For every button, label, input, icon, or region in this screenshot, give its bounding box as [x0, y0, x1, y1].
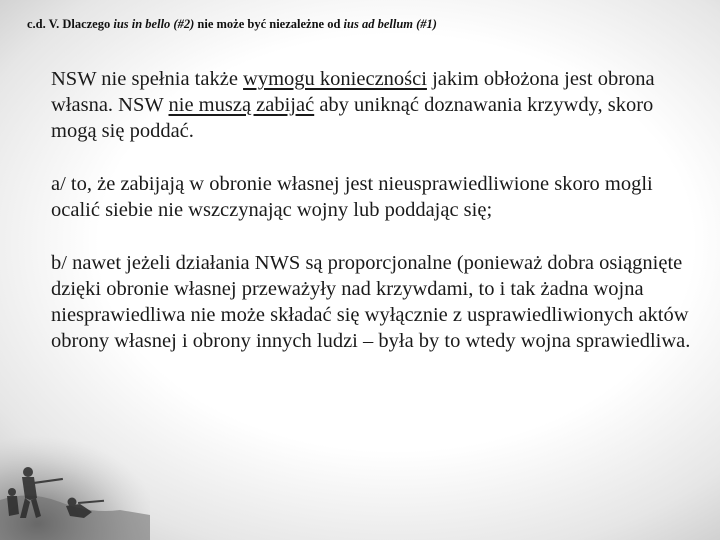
header-prefix: c.d. V. Dlaczego [27, 17, 114, 31]
slide-header [27, 17, 437, 32]
paragraph-necessity [51, 66, 701, 144]
paragraph-necessity-text-2: jakim obłożona jest obrona własna. NSW [51, 68, 655, 116]
paragraph-point-a: a/ to, że zabijają w obronie własnej jest nieusprawiedliwione skoro mogli ocalić siebie nie wszczynając wojny lub poddając się; [51, 173, 653, 221]
soldiers-photo [0, 430, 150, 540]
header-term-ius-ad-bellum: ius ad bellum (#1) [343, 17, 437, 31]
paragraph-point-b: b/ nawet jeżeli działania NWS są proporcjonalne (ponieważ dobra osiągnięte dzięki obronie własnej przeważyły nad krzywdami, to i tak żadna wojna niesprawiedliwa nie może składać się wyłącznie z usprawiedliwionych aktów obrony własnej i obrony innych ludzi – była by to wtedy wojna sprawiedliwa. [51, 252, 691, 352]
slide-body [51, 66, 701, 380]
underlined-need-not-kill: nie muszą zabijać [168, 94, 315, 116]
underlined-necessity-requirement: wymogu konieczności [243, 68, 427, 90]
paragraph-necessity-text-3: aby uniknąć doznawania krzywdy, skoro mogą się poddać. [51, 94, 654, 142]
header-middle: nie może być niezależne od [194, 17, 344, 31]
header-term-ius-in-bello: ius in bello (#2) [113, 17, 195, 31]
paragraph-necessity-text-1: NSW nie spełnia także [51, 68, 244, 90]
